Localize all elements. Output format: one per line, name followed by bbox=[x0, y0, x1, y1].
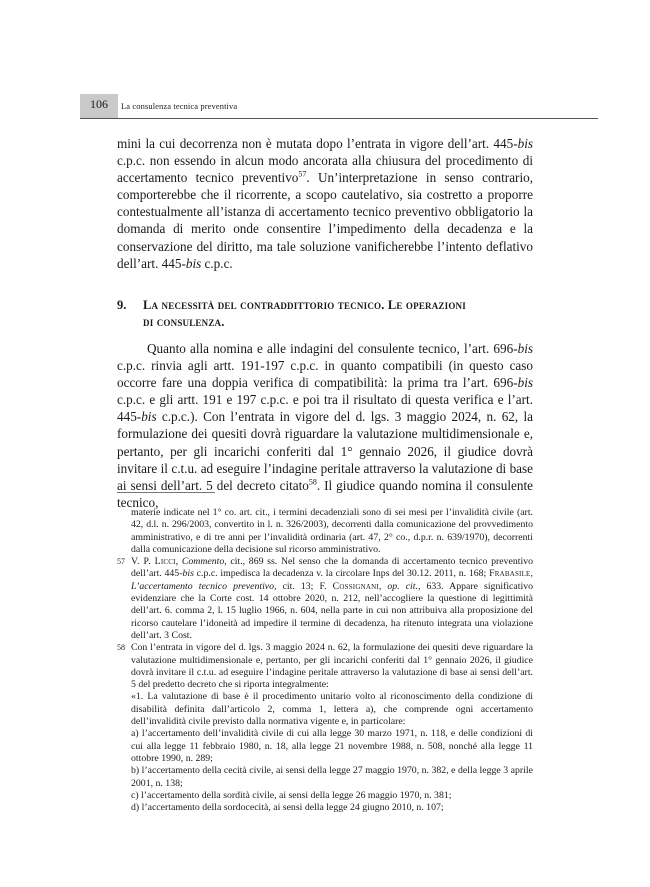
section-title-line2: di consulenza. bbox=[143, 315, 225, 329]
paragraph-continuation bbox=[117, 135, 533, 272]
footnotes bbox=[117, 507, 533, 814]
paragraph-section9 bbox=[117, 340, 533, 511]
fn57-t7: , 633. Appare significativo evidenziare che la Corte cost. 14 ottobre 2020, n. 212, nell’accogliere la questione di legittimità dell’art. 6. comma 2, l. 15 luglio 1966, n. 604, nella parte in cui non attribuiva alla proposizione del ricorso cautelare l’idoneità ad impedire il termine di decadenza, ha ritenuto integrata una violazione dell’art. 3 Cost. bbox=[131, 580, 533, 641]
fn57-author-licci: V. P. Licci bbox=[131, 556, 176, 568]
footnote-57-mark: 57 bbox=[117, 557, 125, 567]
section-number: 9. bbox=[117, 298, 127, 312]
fn57-t4: , bbox=[530, 568, 533, 580]
footnote-continuation: materie indicate nel 1° co. art. cit., i termini decadenziali sono di sei mesi per l’invalidità civile (art. 42, d.l. n. 296/2003, convertito in l. n. 326/2003), decorrenti dalla comunicazione del provvedimento amministrativo, e di tre anni per l’invalidità ordinaria (art. 47, 2° co., d.p.r. n. 639/1970), decorrenti dalla comunicazione della decisione sul ricorso amministrativo. bbox=[131, 507, 533, 555]
para1-italic-bis: bis bbox=[517, 136, 533, 151]
fn58-text: Con l’entrata in vigore del d. lgs. 3 maggio 2024 n. 62, la formulazione dei quesiti deve riguardare la valutazione multidimensionale e, pertanto, per gli incarichi conferiti dal 1° gennaio 2026, il giudice dovrà invitare il c.t.u. ad eseguire l’indagine peritale attraverso la valutazione di base ai sensi dell’art. 5 del predetto decreto che si riporta integralmente: bbox=[131, 642, 533, 691]
para2-text-a: Quanto alla nomina e alle indagini del consulente tecnico, l’art. 696- bbox=[147, 341, 518, 356]
fn57-t2: , cit., 869 ss. Nel senso che la domanda di accertamento tecnico preventivo dell’art. 445- bbox=[131, 556, 534, 580]
footnote-58-mark: 58 bbox=[117, 643, 125, 653]
para2-italic-bis: bis bbox=[517, 341, 533, 356]
footnote-57 bbox=[117, 556, 533, 642]
fn57-t1: , bbox=[175, 556, 182, 568]
fn57-t3: c.p.c. impedisca la decadenza v. la circolare Inps del 30.12. 2011, n. 168; bbox=[193, 568, 490, 580]
para1-italic-bis-2: bis bbox=[185, 255, 202, 271]
footnote-ref-58[interactable]: 58 bbox=[308, 477, 317, 487]
page-number: 106 bbox=[90, 97, 108, 111]
fn58-quote-b: b) l’accertamento della cecità civile, ai sensi della legge 27 maggio 1970, n. 382, e della legge 3 aprile 2001, n. 138; bbox=[131, 765, 533, 789]
section-title-line1: La necessità del contraddittorio tecnico. Le operazioni bbox=[143, 298, 466, 312]
footnote-ref-57[interactable]: 57 bbox=[298, 169, 307, 179]
para1-text-d: c.p.c. bbox=[201, 255, 233, 271]
para2-text-e: . Il giudice quando nomina il consulente tecnico, bbox=[117, 477, 533, 510]
fn57-author-frabasile: Frabasile bbox=[489, 568, 531, 580]
fn58-quote-d: d) l’accertamento della sordocecità, ai sensi della legge 24 giugno 2010, n. 107; bbox=[131, 802, 444, 814]
para2-italic-bis-3: bis bbox=[141, 409, 157, 425]
fn57-work-accertamento: L’accertamento tecnico preventivo bbox=[131, 580, 275, 592]
para2-text-c: c.p.c. e gli artt. 191 e 197 c.p.c. e poi tra il risultato di questa verifica e l’art. 445- bbox=[117, 392, 533, 425]
running-title: La consulenza tecnica preventiva bbox=[121, 101, 238, 111]
fn57-bis: bis bbox=[182, 568, 194, 580]
para2-text-d: c.p.c.). Con l’entrata in vigore del d. lgs. 3 maggio 2024, n. 62, la formulazione dei quesiti dovrà riguardare la valutazione multidimensionale e, pertanto, per gli incarichi conferiti dal 1° gennaio 2026, il giudice dovrà invitare il c.t.u. ad eseguire l’indagine peritale attraverso la valutazione di base ai sensi dell’art. 5 del decreto citato bbox=[117, 409, 533, 493]
page-header bbox=[80, 94, 598, 119]
para2-text-b: c.p.c. rinvia agli artt. 191-197 c.p.c. in quanto compatibili (in questo caso occorre fare una doppia verifica di compatibilità: la prima tra l’art. 696- bbox=[117, 358, 533, 391]
footnote-separator bbox=[117, 492, 215, 493]
fn58-quote-c: c) l’accertamento della sordità civile, ai sensi della legge 26 maggio 1970, n. 381; bbox=[131, 789, 452, 801]
para2-italic-bis-2: bis bbox=[517, 375, 533, 391]
para1-text-b: c.p.c. non essendo in alcun modo ancorata alla chiusura del procedimento di accertamento tecnico preventivo bbox=[117, 153, 533, 186]
footnote-58 bbox=[117, 642, 533, 691]
para1-text-c: . Un’interpretazione in senso contrario, comporterebbe che il ricorrente, a scopo cautelativo, sia costretto a proporre contestualmente all’istanza di accertamento tecnico preventivo obbligatorio la domanda di merito onde consentire l’impedimento della decadenza e la conservazione del diritto, ma tale soluzione vanificherebbe l’intento deflativo dell’art. 445- bbox=[117, 170, 533, 271]
fn57-work-opcit: op. cit. bbox=[387, 580, 418, 592]
fn58-quote-1: «1. La valutazione di base è il procedimento unitario volto al riconoscimento della condizione di disabilità definita dall’articolo 2, comma 1, lettera a), che comprende ogni accertamento dell’invalidità civile previsto dalla normativa vigente e, in particolare: bbox=[131, 691, 533, 728]
fn57-t6: , bbox=[378, 580, 388, 592]
para1-text-a: mini la cui decorrenza non è mutata dopo l’entrata in vigore dell’art. 445- bbox=[117, 136, 518, 151]
fn57-work-commento: Commento bbox=[181, 556, 225, 568]
section-heading bbox=[117, 297, 537, 331]
fn57-t5: , cit. 13; F. bbox=[274, 580, 333, 592]
fn57-author-cossignani: Cossignani bbox=[332, 580, 379, 592]
fn58-quote-a: a) l’accertamento dell’invalidità civile di cui alla legge 30 marzo 1971, n. 118, e delle condizioni di cui alla legge 11 febbraio 1980, n. 18, alla legge 21 novembre 1988, n. 508, nonché alla legge 11 ottobre 1990, n. 289; bbox=[131, 728, 533, 764]
